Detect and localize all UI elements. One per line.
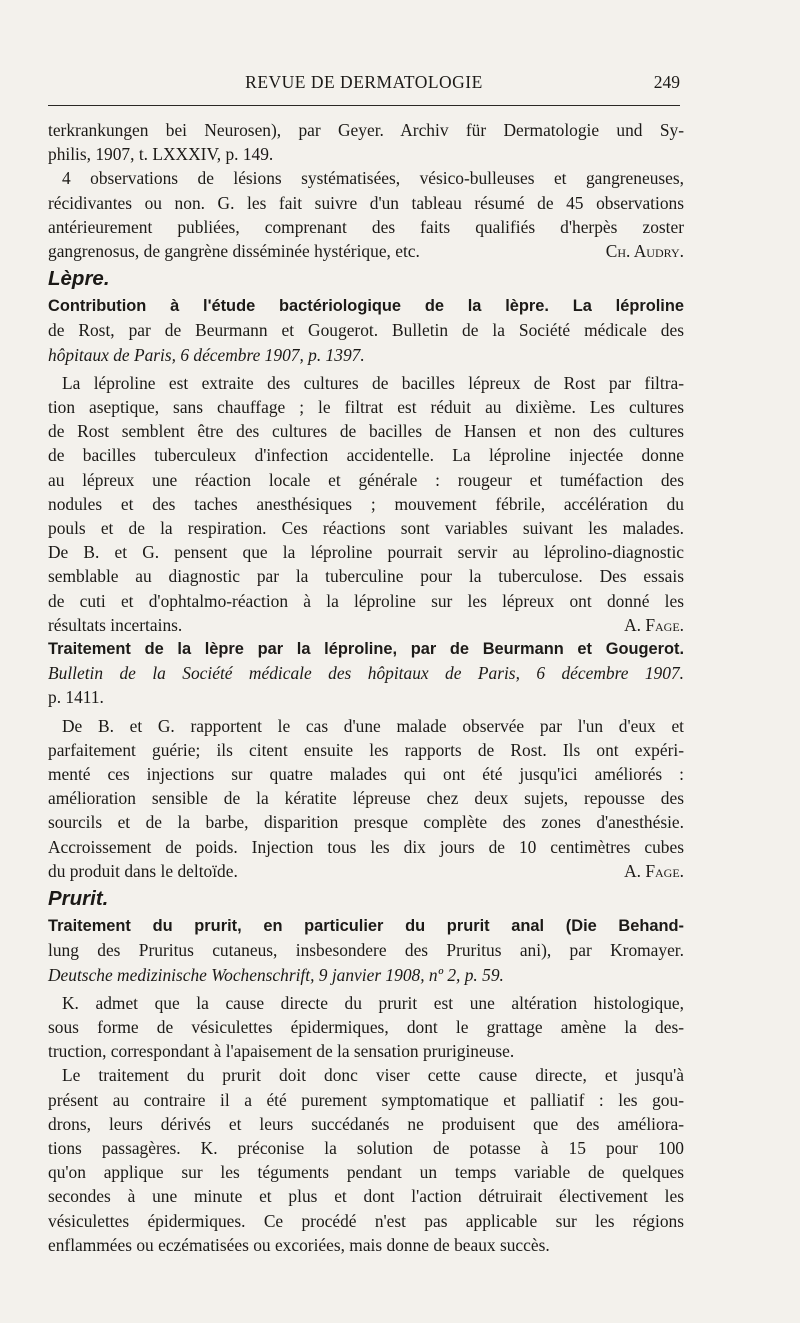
- article-title-line: Contribution à l'étude bactériologique de la lèpre. La léproline: [48, 297, 684, 316]
- text-line: [48, 239, 684, 263]
- section-heading-prurit: Prurit.: [48, 887, 109, 911]
- page-body: [48, 118, 684, 1257]
- text-segment: gangrenosus, de gangrène disséminée hystérique, etc.: [48, 241, 420, 262]
- article-ref-line: Deutsche medizinische Wochenschrift, 9 janvier 1908, nº 2, p. 59.: [48, 964, 504, 985]
- article-ref-line: de Rost, par de Beurmann et Gougerot. Bulletin de la Société médicale des: [48, 320, 684, 341]
- text-line: tions passagères. K. préconise la solution de potasse à 15 pour 100: [48, 1137, 684, 1158]
- text-segment: résultats incertains.: [48, 614, 183, 635]
- text-line: au lépreux une réaction locale et générale : rougeur et tuméfaction des: [48, 469, 684, 490]
- author-signature: A. Fage.: [624, 614, 684, 635]
- journal-title: REVUE DE DERMATOLOGIE: [245, 72, 483, 92]
- text-line: [48, 859, 684, 883]
- text-line: sourcils et de la barbe, disparition presque complète des zones d'anesthésie.: [48, 812, 684, 833]
- text-line: secondes à une minute et plus et dont l'action détruirait électivement les: [48, 1186, 684, 1207]
- text-line: présent au contraire il a été purement symptomatique et palliatif : les gou-: [48, 1089, 684, 1110]
- text-line: Accroissement de poids. Injection tous les dix jours de 10 centimètres cubes: [48, 836, 684, 857]
- article-ref-line: hôpitaux de Paris, 6 décembre 1907, p. 1397.: [48, 344, 365, 365]
- text-line: vésiculettes épidermiques. Ce procédé n'est pas applicable sur les régions: [48, 1210, 684, 1231]
- text-line: tion aseptique, sans chauffage ; le filtrat est réduit au dixième. Les cultures: [48, 397, 684, 418]
- article-title-line: Traitement de la lèpre par la léproline, par de Beurmann et Gougerot.: [48, 640, 684, 659]
- text-line: de cuti et d'ophtalmo-réaction à la léproline sur les lépreux ont donné les: [48, 590, 684, 611]
- text-line: de bacilles tuberculeux d'infection accidentelle. La léproline injectée donne: [48, 445, 684, 466]
- text-line: parfaitement guérie; ils citent ensuite les rapports de Rost. Ils ont expéri-: [48, 739, 684, 760]
- text-line: semblable au diagnostic par la tuberculine pour la tuberculose. Des essais: [48, 566, 684, 587]
- article-ref-line: p. 1411.: [48, 687, 104, 708]
- text-line: qu'on applique sur les téguments pendant un temps variable de quelques: [48, 1162, 684, 1183]
- text-line: antérieurement publiées, comprenant des faits qualifiés d'herpès zoster: [48, 216, 684, 237]
- text-line: [48, 613, 684, 637]
- running-header: [48, 70, 680, 100]
- text-line: sous forme de vésiculettes épidermiques, dont le grattage amène la des-: [48, 1016, 684, 1037]
- text-line: [48, 118, 684, 142]
- text-line: de Rost semblent être des cultures de bacilles de Hansen et non des cultures: [48, 421, 684, 442]
- author-signature: Ch. Audry.: [605, 241, 684, 262]
- article-ref-line: lung des Pruritus cutaneus, insbesondere des Pruritus ani), par Kromayer.: [48, 940, 684, 961]
- section-heading-lepre: Lèpre.: [48, 267, 110, 291]
- text-line: récidivantes ou non. G. les fait suivre d'un tableau résumé de 45 observations: [48, 192, 684, 213]
- text-line: menté ces injections sur quatre malades qui ont été jusqu'ici améliorés :: [48, 764, 684, 785]
- article-title-line: Traitement du prurit, en particulier du prurit anal (Die Behand-: [48, 917, 684, 936]
- article-ref-line: Bulletin de la Société médicale des hôpitaux de Paris, 6 décembre 1907.: [48, 663, 684, 684]
- text-line: De B. et G. pensent que la léproline pourrait servir au léprolino-diagnostic: [48, 542, 684, 563]
- page-number: 249: [653, 72, 680, 92]
- text-line: drons, leurs dérivés et leurs succédanés ne produisent que des améliora-: [48, 1113, 684, 1134]
- text-line: amélioration sensible de la kératite lépreuse chez deux sujets, repousse des: [48, 788, 684, 809]
- text-line: nodules et des taches anesthésiques ; mouvement fébrile, accélération du: [48, 493, 684, 514]
- text-line: truction, correspondant à l'apaisement de la sensation prurigineuse.: [48, 1041, 515, 1062]
- text-line: De B. et G. rapportent le cas d'une malade observée par l'un d'eux et: [62, 715, 684, 736]
- text-line: La léproline est extraite des cultures de bacilles lépreux de Rost par filtra-: [62, 372, 684, 393]
- text-segment: du produit dans le deltoïde.: [48, 860, 238, 881]
- header-rule: [48, 105, 680, 106]
- text-line: 4 observations de lésions systématisées, vésico-bulleuses et gangreneuses,: [62, 168, 684, 189]
- text-line: philis, 1907, t. LXXXIV, p. 149.: [48, 144, 274, 165]
- text-line: enflammées ou eczématisées ou excoriées, mais donne de beaux succès.: [48, 1234, 550, 1255]
- text-line: pouls et de la respiration. Ces réactions sont variables suivant les malades.: [48, 518, 684, 539]
- text-line: K. admet que la cause directe du prurit est une altération histologique,: [62, 992, 684, 1013]
- text-line: Le traitement du prurit doit donc viser cette cause directe, et jusqu'à: [62, 1065, 684, 1086]
- ref-line: terkrankungen bei Neurosen), par Geyer. Archiv für Dermatologie und Sy-: [48, 120, 684, 140]
- author-signature: A. Fage.: [624, 860, 684, 881]
